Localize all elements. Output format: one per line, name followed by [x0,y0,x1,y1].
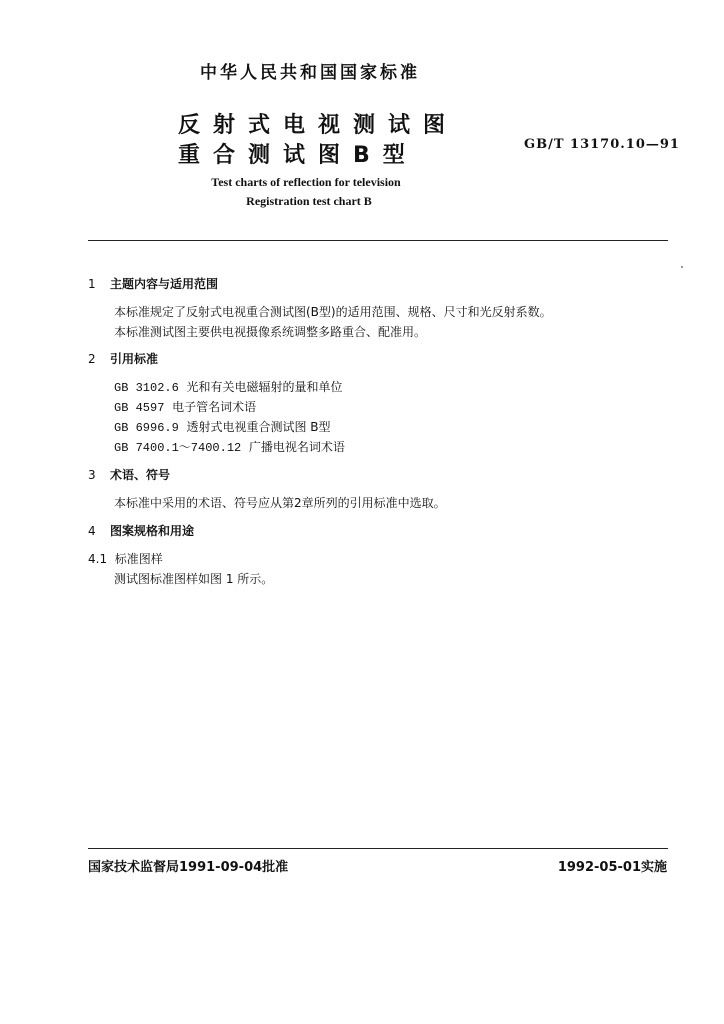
standard-code-text: GB/T 13170.10—91 [524,137,680,152]
section-2-heading [88,350,158,367]
reference-code: GB 3102.6 [114,381,179,395]
section-title: 标准图样 [114,552,163,566]
reference-title: 透射式电视重合测试图 B型 [186,420,331,434]
reference-title: 光和有关电磁辐射的量和单位 [186,380,343,394]
reference-title: 广播电视名词术语 [248,440,345,454]
section-number: 4 [88,524,96,538]
section-3-paragraph-1: 本标准中采用的术语、符号应从第2章所列的引用标准中选取。 [114,496,446,510]
footer-divider [88,848,668,849]
section-3-heading [88,466,170,483]
section-number: 3 [88,468,96,482]
english-title: Test charts of reflection for television [211,175,401,189]
section-number: 4.1 [88,552,108,566]
reference-code: GB 4597 [114,401,165,415]
reference-code: GB 6996.9 [114,421,179,435]
reference-item [114,398,256,415]
section-title: 术语、符号 [110,468,171,482]
reference-code: GB 7400.1～7400.12 [114,441,242,455]
section-number: 2 [88,352,96,366]
document-title-line2: 重合测试图B型 [178,143,418,168]
section-title: 引用标准 [110,352,159,366]
section-4-1-paragraph-1: 测试图标准图样如图 1 所示。 [114,572,274,586]
reference-item [114,378,342,395]
scan-speck [681,266,683,268]
reference-item [114,418,331,435]
header-divider [88,240,668,241]
standard-code [524,136,680,152]
section-1-paragraph-1: 本标准规定了反射式电视重合测试图(B型)的适用范围、规格、尺寸和光反射系数。 [114,305,552,319]
section-4-1-heading [88,550,163,567]
national-standard-heading: 中华人民共和国国家标准 [200,63,420,83]
reference-item [114,438,345,455]
section-4-heading [88,522,194,539]
section-title: 主题内容与适用范围 [110,277,219,291]
section-1-heading [88,275,218,292]
section-number: 1 [88,277,96,291]
reference-title: 电子管名词术语 [172,400,257,414]
document-title-line1: 反射式电视测试图 [178,113,459,138]
approval-line: 国家技术监督局1991-09-04批准 [88,860,289,875]
section-title: 图案规格和用途 [110,524,195,538]
english-subtitle: Registration test chart B [246,194,372,208]
implementation-date: 1992-05-01实施 [557,860,667,875]
section-1-paragraph-2: 本标准测试图主要供电视摄像系统调整多路重合、配准用。 [114,325,427,339]
